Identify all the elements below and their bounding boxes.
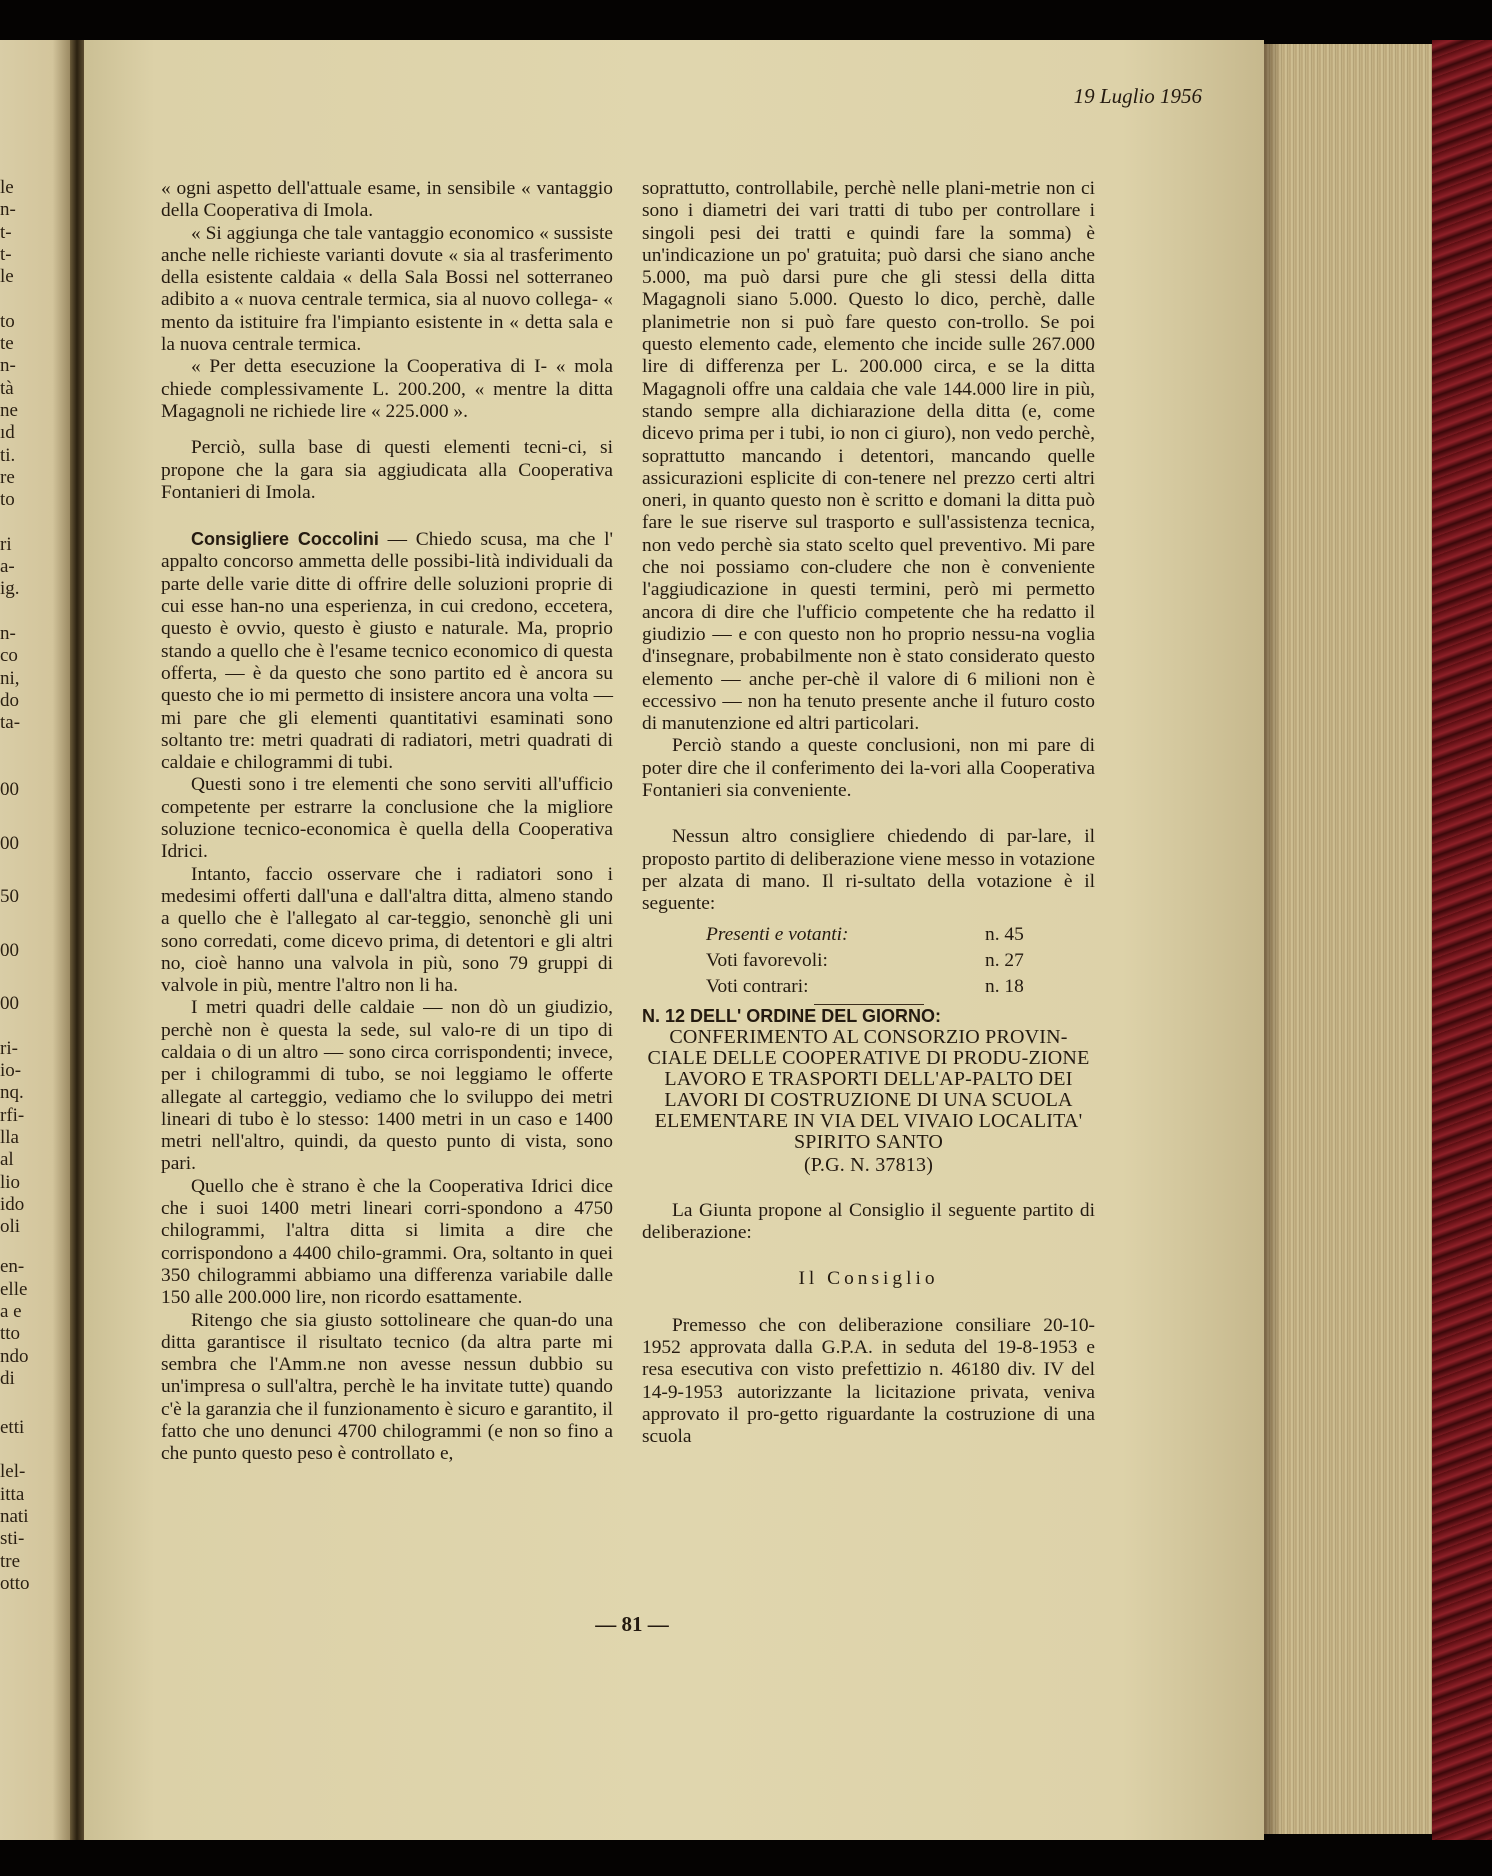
- adjacent-page-fragment: ido: [0, 1193, 25, 1215]
- adjacent-page-fragment: elle: [0, 1278, 28, 1300]
- council-label: Il Consiglio: [798, 1268, 939, 1290]
- adjacent-page-fragment: co: [0, 645, 18, 667]
- vote-row: [642, 948, 1095, 974]
- adjacent-page-fragment: 00: [0, 779, 19, 801]
- paragraph: « Si aggiunga che tale vantaggio economico « sussiste anche nelle richieste varianti dovute « sia al trasferimento della esistente caldaia « della Sala Bossi nel sotterraneo adibito a « nuova centrale termica, sia al nuovo collega- « mento da istituire fra l'impianto esistente in « detta sala e la nuova centrale termica.: [161, 222, 613, 356]
- adjacent-page-fragment: le: [0, 266, 14, 288]
- vote-label: Voti favorevoli:: [706, 949, 828, 971]
- speech-paragraph: [161, 528, 613, 774]
- paragraph: Perciò stando a queste conclusioni, non mi pare di poter dire che il conferimento dei la-vori alla Cooperativa Fontanieri sia conveniente.: [642, 735, 1095, 802]
- adjacent-page-fragment: ig.: [0, 578, 20, 600]
- vote-value: n. 45: [985, 923, 1024, 945]
- adjacent-page-fragment: ti.: [0, 444, 16, 466]
- adjacent-page-fragment: t-: [0, 221, 12, 243]
- paragraph: Ritengo che sia giusto sottolineare che quan-do una ditta garantisce il risultato tecnico (da altra parte mi sembra che l'Amm.ne non avesse nessun dubbio su un'impresa o sull'altra, perchè le ha invitate tutte) quando c'è la garanzia che il funzionamento è sicuro e garantito, il fatto che uno denunci 4700 chilogrammi (e non so fino a che punto questo peso è controllato e,: [161, 1309, 613, 1465]
- adjacent-page-fragment: to: [0, 310, 15, 332]
- vote-label: Voti contrari:: [706, 975, 809, 997]
- adjacent-page-fragment: etti: [0, 1416, 25, 1438]
- paragraph: « ogni aspetto dell'attuale esame, in sensibile « vantaggio della Cooperativa di Imola.: [161, 178, 613, 222]
- paragraph: I metri quadri delle caldaie — non dò un giudizio, perchè non è questa la sede, sul valo-re di un tipo di caldaia o di un altro — sono circa corrispondenti; invece, per i chilogrammi di tubo, se noi leggiamo le offerte allegate al carteggio, vediamo che lo sviluppo dei metri lineari di tubo è lo stesso: 1400 metri in un caso e 1400 metri nell'altro, quindi, da questo punto di vista, sono pari.: [161, 997, 613, 1175]
- vote-value: n. 18: [985, 975, 1024, 997]
- adjacent-page-fragment: te: [0, 333, 14, 355]
- adjacent-page-fragment: tà: [0, 377, 14, 399]
- paragraph: Perciò, sulla base di questi elementi tecni-ci, si propone che la gara sia aggiudicata alla Cooperativa Fontanieri di Imola.: [161, 437, 613, 503]
- right-column: [642, 178, 1095, 1448]
- adjacent-page-fragment: n-: [0, 199, 16, 221]
- vote-results-table: [642, 922, 1095, 1000]
- adjacent-page-fragment: ni,: [0, 667, 20, 689]
- spacer: [161, 423, 613, 437]
- agenda-heading: CONFERIMENTO AL CONSORZIO PROVIN-CIALE DELLE COOPERATIVE DI PRODU-ZIONE LAVORO E TRASPORTI DELL'AP-PALTO DEI LAVORI DI COSTRUZIONE DI UNA SCUOLA ELEMENTARE IN VIA DEL VIVAIO LOCALITA' SPIRITO SANTO: [647, 1025, 1090, 1153]
- adjacent-page-fragment: lel-: [0, 1461, 26, 1483]
- adjacent-page-fragment: tto: [0, 1323, 21, 1345]
- paragraph: Intanto, faccio osservare che i radiatori sono i medesimi offerti dall'una e dall'altra ditta, almeno stando a quello che è l'allegato al car-teggio, senonchè gli uni sono corredati, come dicevo prima, di detentori e gli altri no, cioè hanno una valvola in più, sono 79 gruppi di valvole in più, mentre l'altro non li ha.: [161, 863, 613, 997]
- adjacent-page-fragment: itta: [0, 1483, 25, 1505]
- page-date: 19 Luglio 1956: [1073, 84, 1202, 108]
- adjacent-page-fragment: ta-: [0, 712, 21, 734]
- adjacent-page-fragment: lla: [0, 1126, 19, 1148]
- paragraph: Quello che è strano è che la Cooperativa Idrici dice che i suoi 1400 metri lineari corri-spondono a 4750 chilogrammi, l'altra ditta si limita a dire che corrispondono a 4400 chilo-grammi. Ora, soltanto in quei 350 chilogrammi abbiamo una differenza variabile dalle 150 alle 200.000 lire, non ricordo esattamente.: [161, 1175, 613, 1309]
- vote-row: [642, 974, 1095, 1000]
- adjacent-page-fragment: al: [0, 1149, 14, 1171]
- adjacent-page-fragment: tre: [0, 1550, 21, 1572]
- adjacent-page-fragment: n-: [0, 355, 16, 377]
- adjacent-page-fragment: di: [0, 1367, 15, 1389]
- adjacent-page-fragment: otto: [0, 1572, 30, 1594]
- speaker-name: Consigliere Coccolini: [191, 529, 379, 550]
- adjacent-page-fragment: a-: [0, 556, 15, 578]
- adjacent-page-fragment: en-: [0, 1256, 25, 1278]
- adjacent-page-fragment: nati: [0, 1506, 29, 1528]
- spacer: [161, 504, 613, 528]
- adjacent-page-fragment: oli: [0, 1216, 21, 1238]
- page-edge-shadow: [1264, 44, 1282, 1834]
- adjacent-page-fragment: rfi-: [0, 1104, 25, 1126]
- adjacent-page-fragment: nq.: [0, 1082, 24, 1104]
- page-edges: [1264, 44, 1432, 1834]
- adjacent-page-fragment: n-: [0, 623, 16, 644]
- agenda-reference: (P.G. N. 37813): [803, 1153, 934, 1176]
- adjacent-page-fragment: ri-: [0, 1037, 18, 1059]
- adjacent-page-fragment: 50: [0, 886, 19, 908]
- adjacent-page-fragment: lio: [0, 1171, 21, 1193]
- paragraph: soprattutto, controllabile, perchè nelle plani-metrie non ci sono i diametri dei vari tratti di tubo per controllare i singoli pesi dei tratti e quindi fare la somma) è un'indicazione un po' gratuita; può darsi che siano anche 5.000, ma può darsi pure che gli stessi della ditta Magagnoli siano 5.000. Questo lo dico, perchè, dalle planimetrie non si può fare questo con-trollo. Se poi questo elemento cade, elemento che incide sulle 267.000 lire di differenza per L. 200.000 circa, e se la ditta Magagnoli offre una caldaia che vale 144.000 lire in più, stando sempre alla dichiarazione della ditta (e, come dicevo prima per i tubi, io non ci giuro), non vedo perchè, soprattutto mancando i detentori, mancando quelle assicurazioni esplicite di con-tenere nel prezzo certi altri oneri, in quanto questo non è scritto e domani la ditta può fare le sue riserve sul trasporto e sull'assistenza tecnica, non vedo perchè sia stato scelto quel preventivo. Mi pare che noi possiamo con-cludere che non è conveniente l'aggiudicazione in questi termini, però mi permetto ancora di dire che l'ufficio competente che ha redatto il giudizio — e con questo non ho proprio nessu-na voglia d'insegnare, probabilmente non è stato considerato questo elemento — anche per-chè il valore di 6 milioni non è eccessivo — non ha tenuto presente anche il futuro costo di manutenzione ed altri particolari.: [642, 178, 1095, 735]
- adjacent-page-fragment: 00: [0, 939, 19, 961]
- paragraph: « Per detta esecuzione la Cooperativa di I- « mola chiede complessivamente L. 200.200, « mentre la ditta Magagnoli ne richiede lire « 225.000 ».: [161, 356, 613, 422]
- vote-intro: Nessun altro consigliere chiedendo di par-lare, il proposto partito di deliberazione viene messo in votazione per alzata di mano. Il ri-sultato della votazione è il seguente:: [642, 826, 1095, 915]
- premesso-paragraph: Premesso che con deliberazione consiliare 20-10-1952 approvata dalla G.P.A. in seduta del 19-8-1953 e resa esecutiva con visto prefettizio n. 46180 div. IV del 14-9-1953 autorizzante la licitazione privata, veniva approvato il pro-getto riguardante la costruzione di una scuola: [642, 1314, 1095, 1448]
- agenda-item-title: N. 12 DELL' ORDINE DEL GIORNO:: [642, 1005, 941, 1026]
- adjacent-page-fragment: ıd: [0, 422, 15, 444]
- giunta-proposal: La Giunta propone al Consiglio il seguente partito di deliberazione:: [642, 1199, 1095, 1244]
- adjacent-page-fragment: to: [0, 489, 15, 511]
- adjacent-page-fragment: re: [0, 466, 15, 488]
- adjacent-page-fragment: ri: [0, 533, 12, 555]
- vote-row: [642, 922, 1095, 948]
- speech-text: — Chiedo scusa, ma che l' appalto concorso ammetta delle possibi-lità individuali da parte delle varie ditte di offrire delle soluzioni proprie di cui esse han-no una esperienza, in cui credono, eccetera, questo è ovvio, questo è giusto e naturale. Ma, proprio stando a quello che è l'esame tecnico economico di questa offerta, — è da questo che sono partito ed è ancora su questo che io mi permetto di insistere ancora una volta — mi pare che gli elementi quantitativi esaminati sono soltanto tre: metri quadrati di radiatori, metri quadrati di caldaie e chilogrammi di tubi.: [161, 529, 613, 774]
- adjacent-page-fragment: ne: [0, 400, 18, 421]
- paragraph: Questi sono i tre elementi che sono serviti all'ufficio competente per estrarre la conclusione che la migliore soluzione tecnico-economica è quella della Cooperativa Idrici.: [161, 774, 613, 863]
- adjacent-page-fragment: io-: [0, 1060, 22, 1082]
- vote-label: Presenti e votanti:: [706, 923, 849, 945]
- left-column: [161, 178, 613, 1466]
- adjacent-page-fragment: 00: [0, 993, 19, 1015]
- adjacent-page-fragment: do: [0, 689, 19, 711]
- book-gutter: [70, 40, 84, 1840]
- adjacent-page-fragment: le: [0, 177, 14, 198]
- adjacent-left-page: [0, 40, 70, 1840]
- page-number: — 81 —: [595, 1612, 669, 1636]
- adjacent-page-fragment: 00: [0, 832, 19, 854]
- vote-value: n. 27: [985, 949, 1024, 971]
- adjacent-page-fragment: a e: [0, 1300, 22, 1322]
- book-spine: [1432, 40, 1492, 1840]
- adjacent-page-fragment: ndo: [0, 1345, 29, 1367]
- adjacent-page-fragment: t-: [0, 243, 12, 265]
- adjacent-page-fragment: sti-: [0, 1528, 25, 1550]
